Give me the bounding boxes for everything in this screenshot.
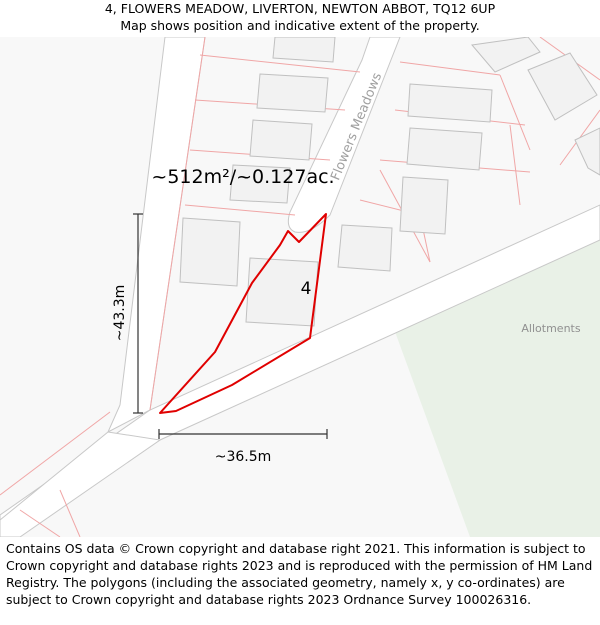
area-label: ~512m²/~0.127ac.: [151, 166, 335, 188]
plot-number-label: 4: [300, 279, 312, 299]
map-view[interactable]: [0, 37, 600, 537]
road-name-label: Flowers Meadows: [328, 70, 386, 183]
property-address: 4, FLOWERS MEADOW, LIVERTON, NEWTON ABBOT, TQ12 6UP: [104, 1, 496, 16]
height-dimension-label: ~43.3m: [112, 284, 128, 342]
map-canvas: [0, 37, 600, 537]
map-header: [0, 0, 600, 34]
width-dimension-label: ~36.5m: [214, 449, 272, 465]
map-caption: Map shows position and indicative extent of the property.: [120, 18, 480, 33]
allotments-label: Allotments: [521, 322, 581, 335]
copyright-notice: Contains OS data © Crown copyright and database right 2021. This information is subject to Crown copyright and database rights 2023 and is reproduced with the permission of HM Land Registry. The polygons (including the associated geometry, namely x, y co-ordinates) are subject to Crown copyright and database rights 2023 Ordnance Survey 100026316.: [6, 541, 593, 607]
